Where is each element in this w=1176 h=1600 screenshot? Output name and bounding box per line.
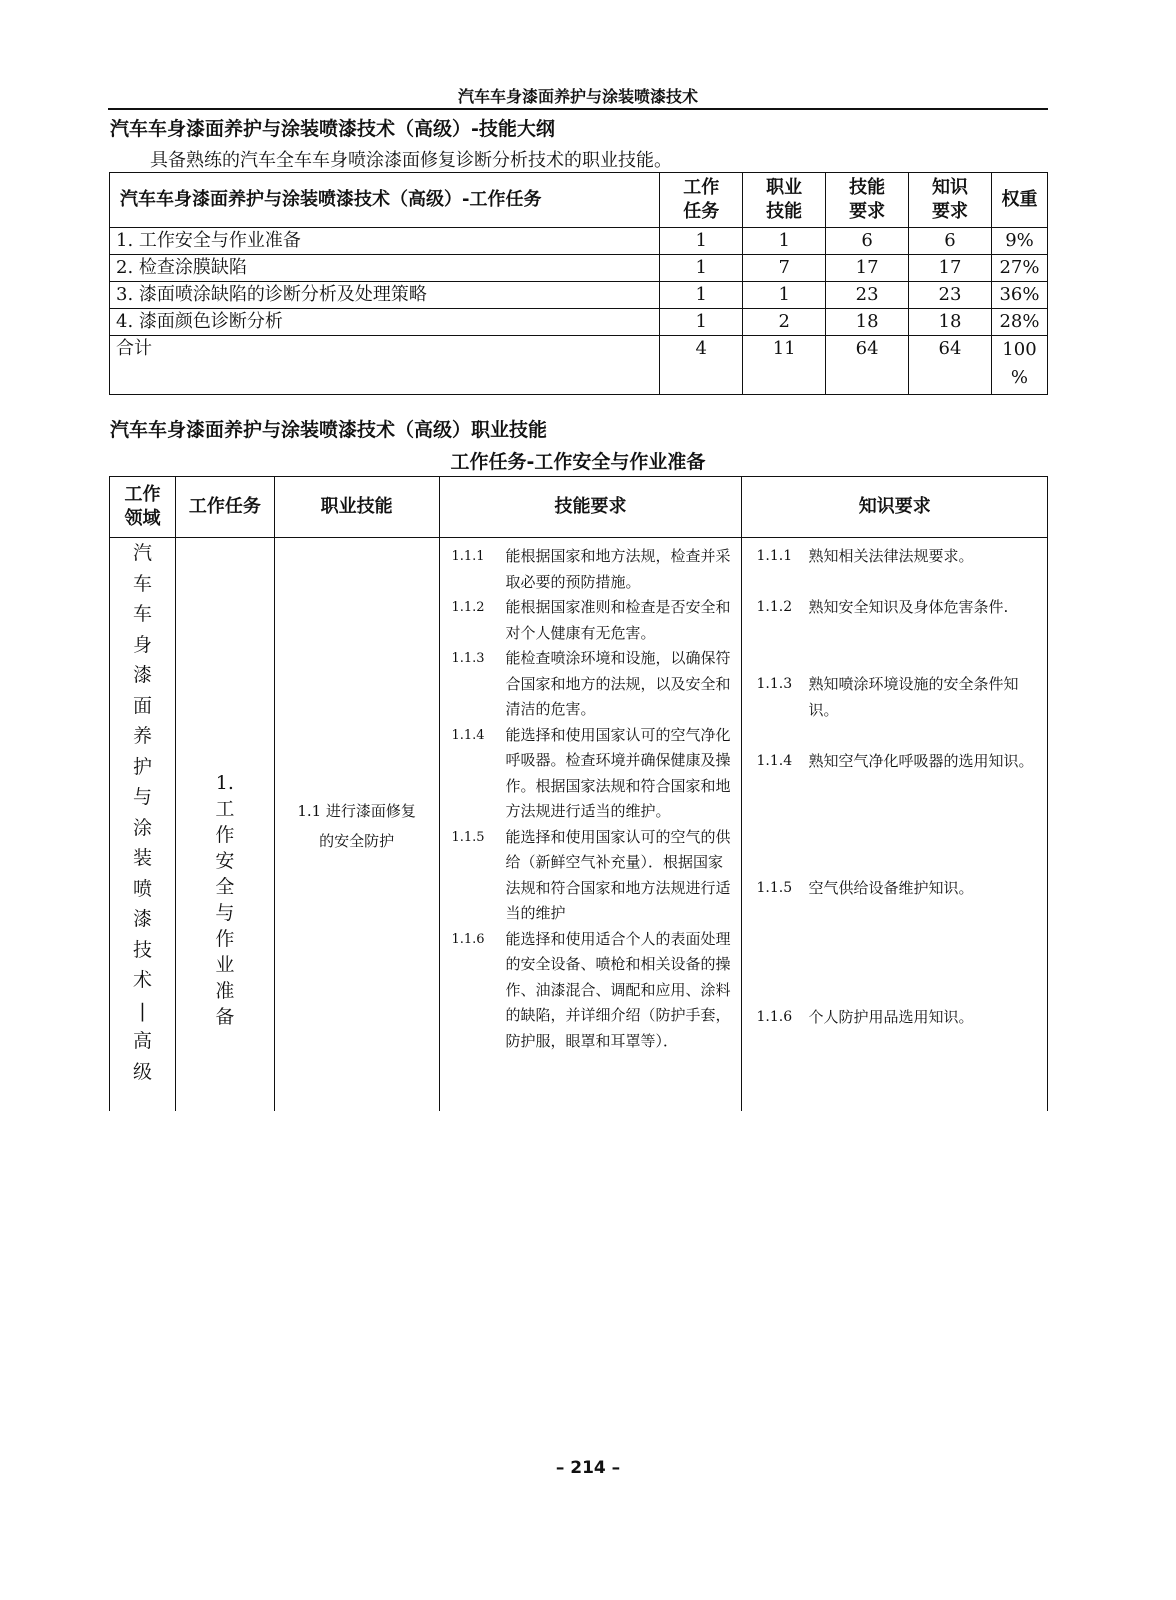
task-vertical-text: 1. 工 作 安 全 与 作 业 准 备: [215, 771, 235, 1028]
col-header-vocational-skill: 职业技能: [274, 477, 439, 538]
domain-char: 喷: [132, 877, 152, 900]
col-header-weight: 权重: [991, 173, 1047, 228]
req-code: 1.1.1: [451, 549, 485, 564]
domain-char: 涂: [132, 816, 152, 839]
section-subtitle: 工作任务-工作安全与作业准备: [450, 451, 706, 473]
know-text: 熟知相关法律法规要求。: [808, 547, 974, 565]
req-text: 能选择和使用国家认可的空气的供给（新鲜空气补充量）．根据国家法规和符合国家和地方法规进行适当的维护: [505, 827, 731, 922]
knowledge-requirements-cell: [742, 538, 1048, 1112]
cell: 6: [909, 228, 992, 255]
req-text: 能选择和使用国家认可的空气净化呼吸器。检查环境并确保健康及操作。根据国家法规和符合国家和地方法规进行适当的维护。: [505, 725, 731, 820]
section-intro: 具备熟练的汽车全车车身喷涂漆面修复诊断分析技术的职业技能。: [150, 150, 672, 171]
knowledge-item: [742, 876, 1036, 902]
req-code: 1.1.5: [451, 829, 485, 845]
domain-char: 漆: [132, 664, 152, 686]
cell: 1: [743, 228, 826, 255]
skill-requirement-item: [440, 544, 742, 595]
running-header: 汽车车身漆面养护与涂装喷漆技术: [457, 87, 698, 106]
page-number: – 214 –: [555, 1458, 621, 1478]
domain-char: 养: [132, 725, 152, 747]
domain-char: 车: [132, 572, 152, 595]
knowledge-item: [742, 1005, 1036, 1031]
cell: 1: [743, 282, 826, 309]
skills-body-row: [110, 538, 1048, 1112]
know-code: 1.1.6: [756, 1009, 793, 1025]
cell: 1: [660, 282, 743, 309]
req-code: 1.1.6: [451, 931, 485, 947]
cell: 64: [826, 336, 909, 395]
task-cell: [175, 538, 274, 1112]
skill-requirement-item: [440, 723, 742, 825]
cell: 17: [909, 255, 992, 282]
cell: 23: [909, 282, 992, 309]
domain-char: 汽: [132, 542, 152, 564]
outline-header-row: [110, 173, 1048, 228]
know-text: 空气供给设备维护知识。: [808, 879, 974, 897]
domain-char: 身: [132, 633, 152, 656]
domain-char: 技: [132, 938, 152, 961]
skill-requirement-item: [440, 595, 742, 646]
table-row: [110, 282, 1048, 309]
col-header-work-task: 工作任务: [175, 477, 274, 538]
domain-char: 与: [132, 786, 152, 808]
req-code: 1.1.2: [451, 600, 485, 615]
domain-char: 高: [132, 1030, 152, 1052]
cell: 36%: [991, 282, 1047, 309]
task-name: 3. 漆面喷涂缺陷的诊断分析及处理策略: [110, 282, 660, 309]
cell: 23: [826, 282, 909, 309]
know-text: 熟知安全知识及身体危害条件.: [808, 598, 1009, 616]
cell: 6: [826, 228, 909, 255]
col-header-work-task: 工作 任务: [660, 173, 743, 228]
domain-char: 级: [132, 1060, 152, 1083]
domain-char: 护: [132, 755, 152, 778]
knowledge-item: [742, 749, 1036, 775]
req-code: 1.1.3: [451, 651, 485, 666]
cell: 1: [660, 255, 743, 282]
cell: 27%: [991, 255, 1047, 282]
cell: 18: [826, 309, 909, 336]
task-name: 2. 检查涂膜缺陷: [110, 255, 660, 282]
cell: 11: [743, 336, 826, 395]
total-label: 合计: [110, 336, 660, 395]
skill-requirements-cell: [439, 538, 742, 1112]
task-name: 4. 漆面颜色诊断分析: [110, 309, 660, 336]
skill-text: 1.1 进行漆面修复 的安全防护: [297, 802, 416, 850]
skills-table: [109, 476, 1048, 1111]
cell: 7: [743, 255, 826, 282]
domain-char: |: [139, 999, 146, 1022]
section-title-skills: 汽车车身漆面养护与涂装喷漆技术（高级）职业技能: [110, 419, 548, 441]
know-text: 个人防护用品选用知识。: [808, 1008, 974, 1026]
domain-char: 车: [132, 603, 152, 625]
know-code: 1.1.5: [756, 880, 793, 896]
know-code: 1.1.1: [756, 548, 793, 564]
task-name: 1. 工作安全与作业准备: [110, 228, 660, 255]
col-header-skill-req: 技能 要求: [826, 173, 909, 228]
skill-cell: [274, 538, 439, 1112]
know-text: 熟知喷涂环境设施的安全条件知识。: [808, 675, 1019, 719]
outline-table: [109, 172, 1048, 395]
table-row: [110, 255, 1048, 282]
req-text: 能根据国家准则和检查是否安全和对个人健康有无危害。: [505, 598, 731, 642]
cell: 28%: [991, 309, 1047, 336]
req-text: 能检查喷涂环境和设施，以确保符合国家和地方的法规，以及安全和清洁的危害。: [505, 649, 731, 718]
col-header-domain: 工作 领域: [110, 477, 176, 538]
col-header-skill-requirements: 技能要求: [439, 477, 742, 538]
skills-header-row: [110, 477, 1048, 538]
knowledge-item: [742, 595, 1036, 621]
col-header-vocational-skill: 职业 技能: [743, 173, 826, 228]
skill-requirement-item: [440, 825, 742, 927]
cell: 1: [660, 228, 743, 255]
domain-cell: [110, 538, 176, 1112]
table-row: [110, 228, 1048, 255]
cell: 1: [660, 309, 743, 336]
domain-char: 面: [132, 694, 152, 717]
domain-char: 漆: [132, 908, 152, 930]
cell: 2: [743, 309, 826, 336]
domain-char: 装: [132, 847, 152, 869]
cell: 18: [909, 309, 992, 336]
skill-requirement-item: [440, 646, 742, 723]
know-code: 1.1.3: [756, 676, 793, 692]
total-row: [110, 336, 1048, 395]
cell: 9%: [991, 228, 1047, 255]
header-rule: [108, 108, 1048, 110]
cell: 4: [660, 336, 743, 395]
know-code: 1.1.4: [756, 753, 793, 769]
table-row: [110, 309, 1048, 336]
col-header-knowledge-requirements: 知识要求: [742, 477, 1048, 538]
knowledge-item: [742, 672, 1036, 723]
know-code: 1.1.2: [756, 599, 793, 615]
knowledge-item: [742, 544, 1036, 570]
section-title-outline: 汽车车身漆面养护与涂装喷漆技术（高级）-技能大纲: [110, 118, 555, 140]
req-code: 1.1.4: [451, 727, 485, 743]
col-header-task: 汽车车身漆面养护与涂装喷漆技术（高级）-工作任务: [110, 173, 660, 228]
skill-requirement-item: [440, 927, 742, 1055]
cell: 64: [909, 336, 992, 395]
col-header-knowledge-req: 知识 要求: [909, 173, 992, 228]
cell: 17: [826, 255, 909, 282]
domain-vertical-text: [110, 538, 175, 1087]
req-text: 能选择和使用适合个人的表面处理的安全设备、喷枪和相关设备的操作、油漆混合、调配和应用、涂料的缺陷，并详细介绍（防护手套，防护服，眼罩和耳罩等）．: [505, 929, 731, 1050]
know-text: 熟知空气净化呼吸器的选用知识。: [808, 752, 1034, 770]
cell: 100 %: [991, 336, 1047, 395]
domain-char: 术: [132, 969, 152, 991]
req-text: 能根据国家和地方法规，检查并采取必要的预防措施。: [505, 547, 731, 591]
